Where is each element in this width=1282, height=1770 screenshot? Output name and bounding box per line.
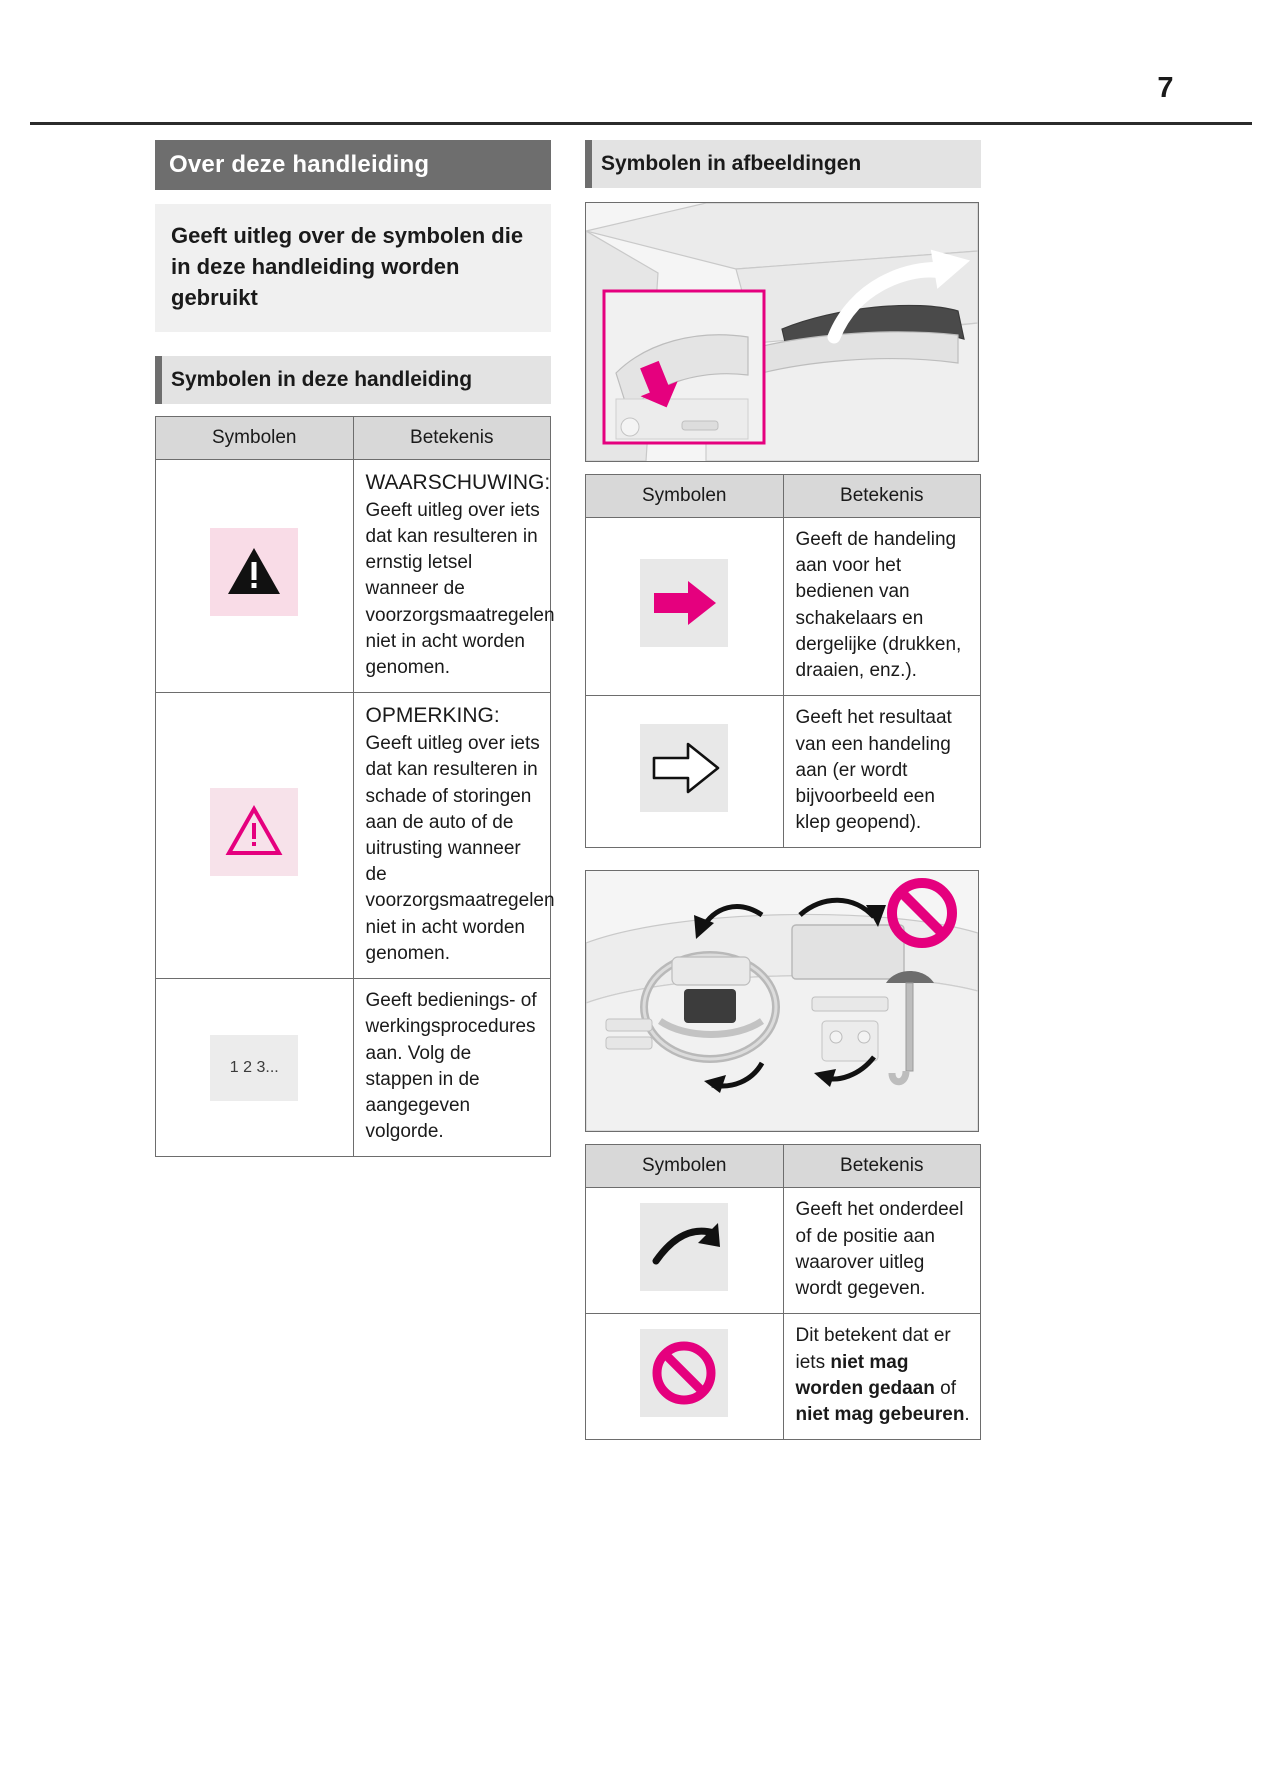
symbol-cell <box>586 696 784 848</box>
curved-arrow-icon <box>640 1203 728 1291</box>
row-text-bold: niet mag worden gedaan <box>795 1351 935 1399</box>
table-row <box>586 1314 981 1440</box>
column-header-symbols: Symbolen <box>156 416 354 459</box>
symbol-cell <box>156 693 354 979</box>
meaning-cell: Geeft het resultaat van een handeling aan (er wordt bijvoorbeeld een klep geopend). <box>783 696 981 848</box>
column-header-symbols: Symbolen <box>586 1145 784 1188</box>
meaning-cell <box>353 979 551 1157</box>
section-title-symbols-illustrations: Symbolen in afbeeldingen <box>585 140 981 188</box>
solid-pink-arrow-icon <box>640 559 728 647</box>
row-text: Geeft het onderdeel of de positie aan waarover uitleg wordt gegeven. <box>795 1199 964 1300</box>
table-row <box>156 979 551 1157</box>
left-column <box>155 140 555 1157</box>
meaning-cell: Geeft de handeling aan voor het bedienen van schakelaars en dergelijke (drukken, draaien, enz.). <box>783 518 981 696</box>
steps-123-icon: 1 2 3... <box>210 1035 298 1101</box>
row-lead: WAARSCHUWING: <box>365 470 551 494</box>
row-text-bold: niet mag gebeuren <box>795 1403 965 1425</box>
row-text: Geeft uitleg over iets dat kan resulteren in schade of storingen aan de auto of de uitrusting wanneer de voorzorgsmaatregelen niet in acht worden genomen. <box>365 733 555 964</box>
table-row <box>156 459 551 693</box>
row-text-part: of <box>934 1377 956 1399</box>
table-header-row <box>156 416 551 459</box>
meaning-cell <box>783 1188 981 1314</box>
meaning-cell <box>783 1314 981 1440</box>
symbol-cell <box>156 459 354 693</box>
row-text-part: . <box>964 1403 970 1425</box>
table-row <box>586 518 981 696</box>
symbol-cell <box>156 979 354 1157</box>
row-text: Geeft bedienings- of werkingsprocedures aan. Volg de stappen in de aangegeven volgorde. <box>365 990 537 1143</box>
symbols-table-illustrations-2 <box>585 1144 981 1440</box>
page-number: 7 <box>1157 72 1174 104</box>
symbol-cell <box>586 518 784 696</box>
column-header-meaning: Betekenis <box>783 1145 981 1188</box>
meaning-cell <box>353 693 555 979</box>
intro-box: Geeft uitleg over de symbolen die in deze handleiding worden gebruikt <box>155 204 551 332</box>
right-column <box>585 140 981 1440</box>
section-title-symbols-manual: Symbolen in deze handleiding <box>155 356 551 404</box>
header-rule <box>30 122 1252 125</box>
table-row <box>586 696 981 848</box>
table-row <box>156 693 551 979</box>
symbols-table-manual <box>155 416 555 1158</box>
outline-arrow-icon <box>640 724 728 812</box>
row-text-part: Dit betekent dat er iets <box>795 1325 951 1373</box>
chapter-title: Over deze handleiding <box>155 140 551 190</box>
notice-triangle-icon <box>210 788 298 876</box>
armrest-console-illustration <box>585 202 979 462</box>
column-header-symbols: Symbolen <box>586 475 784 518</box>
warning-triangle-icon <box>210 528 298 616</box>
table-header-row <box>586 475 981 518</box>
table-header-row <box>586 1145 981 1188</box>
column-header-meaning: Betekenis <box>353 416 551 459</box>
column-header-meaning: Betekenis <box>783 475 981 518</box>
symbol-cell <box>586 1188 784 1314</box>
symbols-table-illustrations-1 <box>585 474 981 848</box>
table-row <box>586 1188 981 1314</box>
row-lead: OPMERKING: <box>365 704 500 728</box>
row-text: Geeft uitleg over iets dat kan resulteren in ernstig letsel wanneer de voorzorgsmaatregelen niet in acht worden genomen. <box>365 499 555 678</box>
dashboard-interior-illustration <box>585 870 979 1132</box>
symbol-cell <box>586 1314 784 1440</box>
meaning-cell <box>353 459 555 693</box>
prohibition-icon <box>640 1329 728 1417</box>
